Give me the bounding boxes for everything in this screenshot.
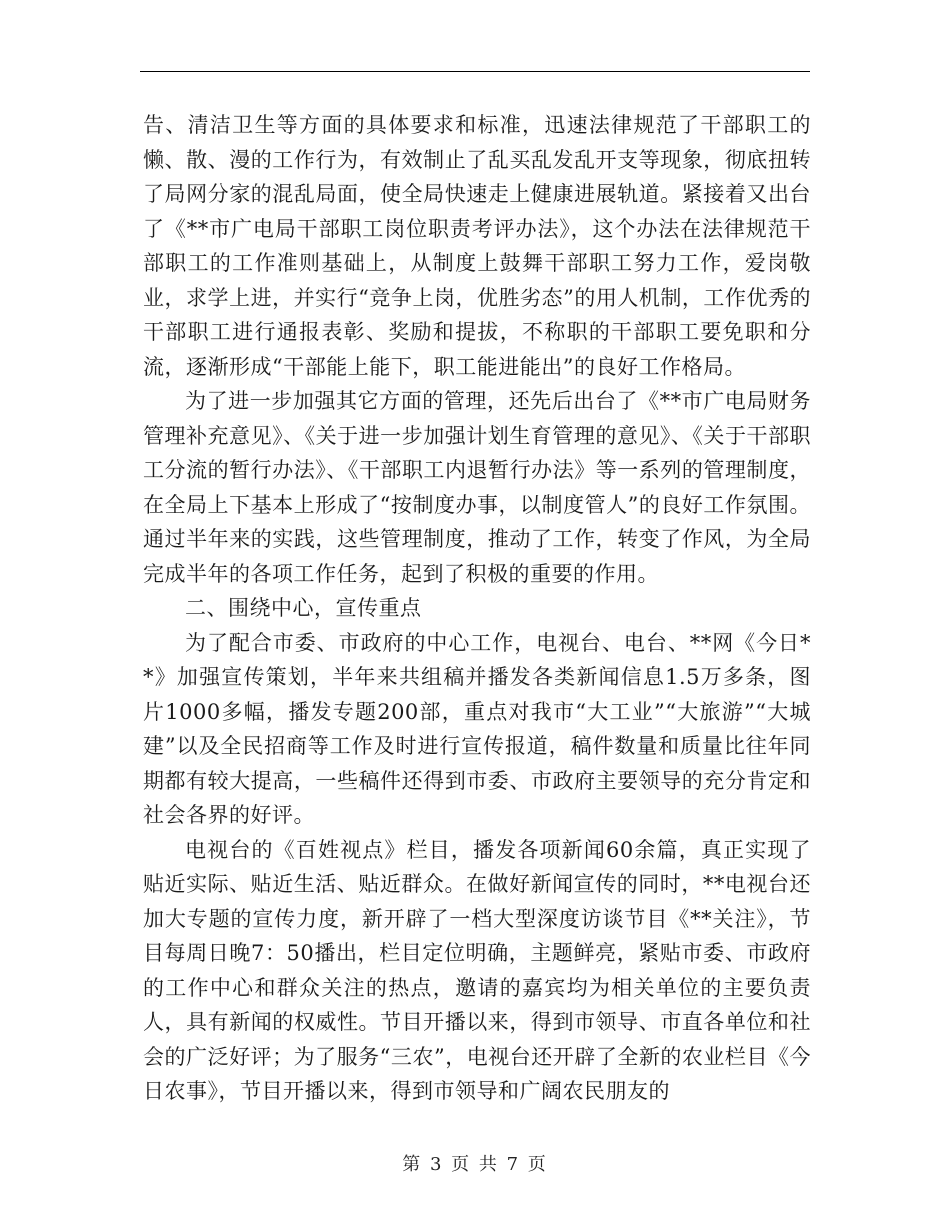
section-heading: 二、围绕中心，宣传重点 [185, 596, 422, 620]
header-rule [140, 71, 810, 72]
paragraph-4: 电视台的《百姓视点》栏目，播发各项新闻60余篇，真正实现了贴近实际、贴近生活、贴近群众。在做好新闻宣传的同时，**电视台还加大专题的宣传力度，新开辟了一档大型深度访谈节目《**关注》，节目每周日晚7：50播出，栏目定位明确，主题鲜亮，紧贴市委、市政府的工作中心和群众关注的热点，邀请的嘉宾均为相关单位的主要负责人，具有新闻的权威性。节目开播以来，得到市领导、市直各单位和社会的广泛好评；为了服务“三农”，电视台还开辟了全新的农业栏目《今日农事》，节目开播以来，得到市领导和广阔农民朋友的 [143, 837, 811, 1103]
paragraph-3: 为了配合市委、市政府的中心工作，电视台、电台、**网《今日**》加强宣传策划，半年来共组稿并播发各类新闻信息1.5万多条，图片1000多幅，播发专题200部，重点对我市“大工业”“大旅游”“大城建”以及全民招商等工作及时进行宣传报道，稿件数量和质量比往年同期都有较大提高，一些稿件还得到市委、市政府主要领导的充分肯定和社会各界的好评。 [143, 630, 811, 827]
document-body [143, 108, 811, 1109]
page-number-footer: 第 3 页 共 7 页 [402, 1154, 548, 1175]
paragraph-2: 为了进一步加强其它方面的管理，还先后出台了《**市广电局财务管理补充意见》、《关于进一步加强计划生育管理的意见》、《关于干部职工分流的暂行办法》、《干部职工内退暂行办法》等一系列的管理制度，在全局上下基本上形成了“按制度办事，以制度管人”的良好工作氛围。通过半年来的实践，这些管理制度，推动了工作，转变了作风，为全局完成半年的各项工作任务，起到了积极的重要的作用。 [143, 389, 811, 586]
paragraph-1: 告、清洁卫生等方面的具体要求和标准，迅速法律规范了干部职工的懒、散、漫的工作行为，有效制止了乱买乱发乱开支等现象，彻底扭转了局网分家的混乱局面，使全局快速走上健康进展轨道。紧接着又出台了《**市广电局干部职工岗位职责考评办法》，这个办法在法律规范干部职工的工作准则基础上，从制度上鼓舞干部职工努力工作，爱岗敬业，求学上进，并实行“竞争上岗，优胜劣态”的用人机制，工作优秀的干部职工进行通报表彰、奖励和提拔，不称职的干部职工要免职和分流，逐渐形成“干部能上能下，职工能进能出”的良好工作格局。 [143, 113, 811, 379]
